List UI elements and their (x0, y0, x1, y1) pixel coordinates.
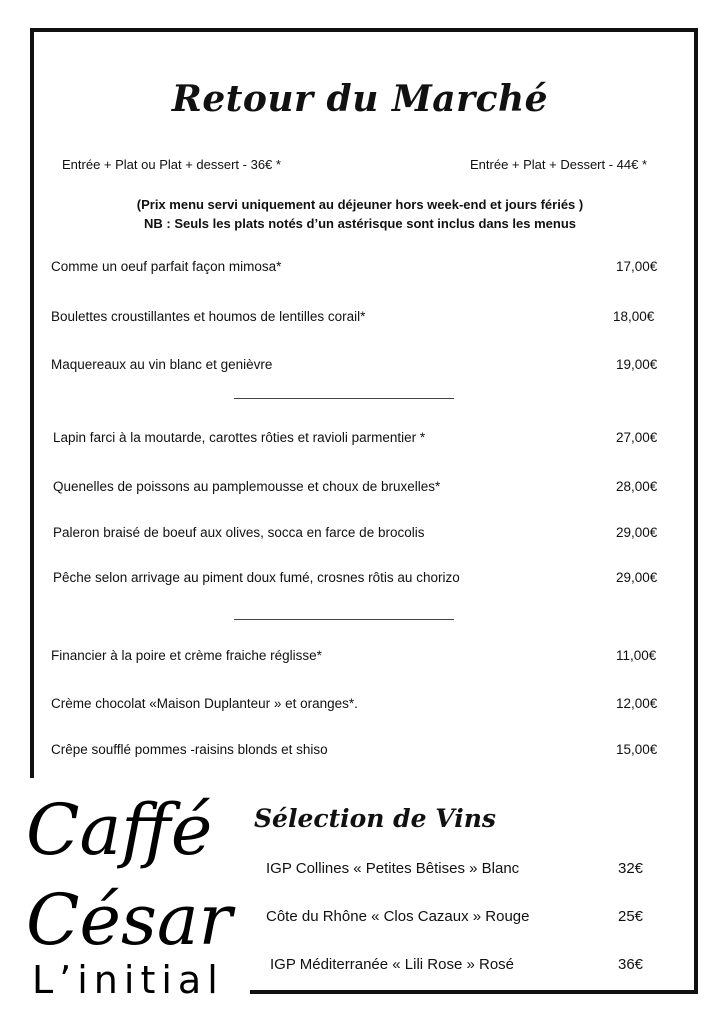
entree-item-price: 17,00€ (616, 259, 658, 274)
dessert-item-price: 12,00€ (616, 696, 658, 711)
plat-item-price: 29,00€ (616, 570, 658, 585)
dessert-item-price: 15,00€ (616, 742, 658, 757)
plat-item-name: Lapin farci à la moutarde, carottes rôties et ravioli parmentier * (53, 430, 426, 445)
plat-item-price: 27,00€ (616, 430, 658, 445)
wine-item-price: 25€ (618, 908, 644, 925)
dessert-item-name: Financier à la poire et crème fraiche réglisse* (51, 648, 322, 663)
logo-subtitle: L’initial (32, 958, 224, 1002)
dessert-item-name: Crêpe soufflé pommes -raisins blonds et shiso (51, 742, 328, 757)
wine-item-price: 32€ (618, 860, 644, 877)
menu-title: Retour du Marché (171, 78, 549, 120)
plat-item-name: Quenelles de poissons au pamplemousse et choux de bruxelles* (53, 479, 441, 494)
wine-item-name: IGP Collines « Petites Bêtises » Blanc (266, 860, 520, 877)
menu-note-lunch: (Prix menu servi uniquement au déjeuner hors week-end et jours fériés ) (136, 197, 584, 212)
dessert-item-price: 11,00€ (616, 648, 657, 663)
entree-item-price: 19,00€ (616, 357, 658, 372)
section-divider (234, 619, 454, 620)
wine-item-name: IGP Méditerranée « Lili Rose » Rosé (270, 956, 515, 973)
dessert-item-name: Crème chocolat «Maison Duplanteur » et oranges*. (51, 696, 358, 711)
logo-cesar: César (26, 879, 233, 961)
entree-item-price: 18,00€ (613, 309, 655, 324)
formula-three-courses: Entrée + Plat + Dessert - 44€ * (470, 157, 648, 172)
wine-item-name: Côte du Rhône « Clos Cazaux » Rouge (266, 908, 530, 925)
wine-section-title: Sélection de Vins (254, 804, 496, 833)
entree-item-name: Boulettes croustillantes et houmos de lentilles corail* (51, 309, 366, 324)
plat-item-price: 28,00€ (616, 479, 658, 494)
entree-item-name: Comme un oeuf parfait façon mimosa* (51, 259, 282, 274)
plat-item-price: 29,00€ (616, 525, 658, 540)
logo-caffe: Caffé (26, 789, 213, 871)
formula-two-courses: Entrée + Plat ou Plat + dessert - 36€ * (62, 157, 281, 172)
plat-item-name: Paleron braisé de boeuf aux olives, socca en farce de brocolis (53, 525, 425, 540)
plat-item-name: Pêche selon arrivage au piment doux fumé, crosnes rôtis au chorizo (53, 570, 460, 585)
section-divider (234, 398, 454, 399)
wine-item-price: 36€ (618, 956, 644, 973)
menu-note-asterisk: NB : Seuls les plats notés d’un astérisque sont inclus dans les menus (143, 216, 576, 231)
entree-item-name: Maquereaux au vin blanc et genièvre (51, 357, 273, 372)
